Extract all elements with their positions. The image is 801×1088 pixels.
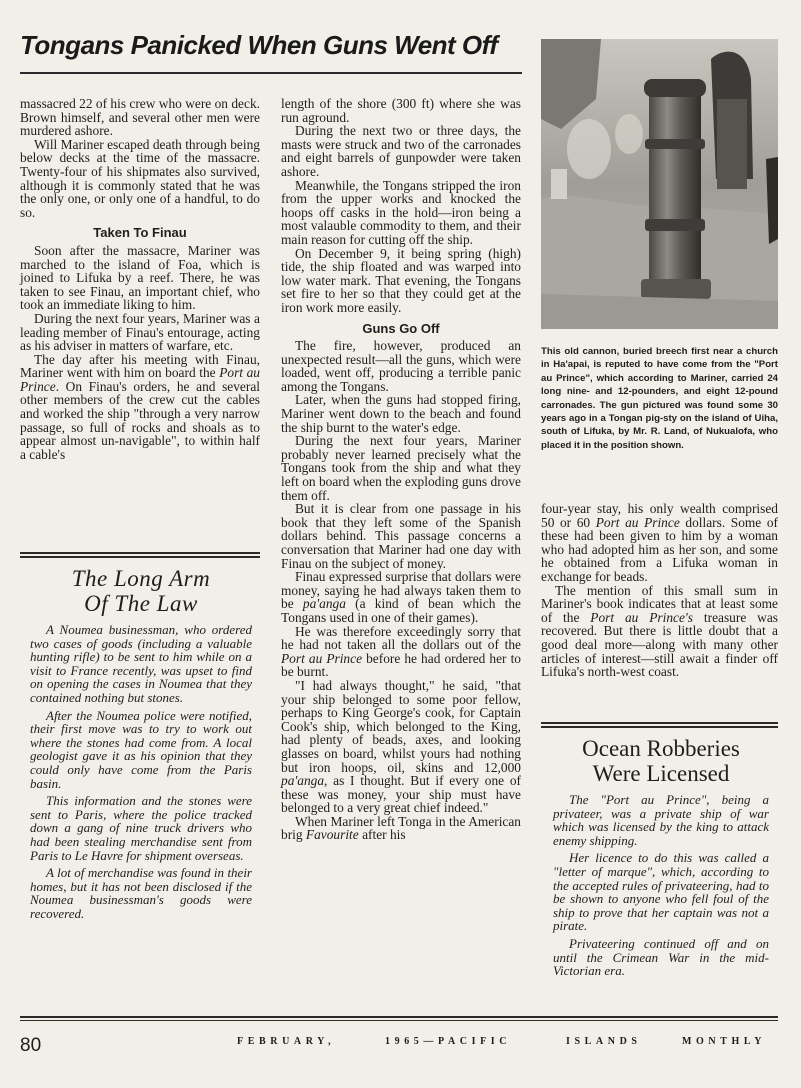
box2-title-line-1: Ocean Robberies — [582, 736, 740, 761]
col2-paragraph-6: Later, when the guns had stopped firing, Mariner went down to the beach and found the ship burnt to the water's edge. — [281, 392, 521, 435]
box2-paragraph-2: Her licence to do this was called a "letter of marque", which, according to the accepted rules of privateering, had to be shown to anyone who fell foul of the ship to prove that her captain was not a pirate. — [553, 850, 769, 934]
box1-body — [30, 623, 252, 920]
col2-paragraph-10: He was therefore exceedingly sorry that he had not taken all the dollars out of the Port au Prince before he had ordered her to be burnt. — [281, 623, 521, 680]
box1-title-line-2: Of The Law — [84, 591, 198, 616]
sidebar-ocean-robberies — [553, 736, 769, 982]
col1-paragraph-4: During the next four years, Mariner was a leading member of Finau's entourage, acting as his adviser in matters of warfare, etc. — [20, 310, 260, 354]
footer-islands: ISLANDS — [566, 1036, 642, 1047]
col2-paragraph-12: When Mariner left Tonga in the American brig Favourite after his — [281, 813, 521, 843]
box2-paragraph-3: Privateering continued off and on until the Crimean War in the mid-Victorian era. — [553, 935, 769, 979]
subhead-taken-to-finau: Taken To Finau — [93, 225, 187, 241]
headline-rule — [20, 72, 522, 74]
box1-paragraph-1: A Noumea businessman, who ordered two cases of goods (including a valuable hunting rifle) to be sent to him while on a visit to France recently, was upset to find on opening the cases in Noumea that they contained nothing but stones. — [30, 622, 252, 705]
subhead-guns-go-off: Guns Go Off — [362, 320, 440, 336]
col2-paragraph-3: Meanwhile, the Tongans stripped the iron from the upper works and knocked the hoops off casks in the hold—iron being a most valauble commodity to them, and their main reason for cutting off the ship. — [281, 177, 521, 247]
col2-paragraph-11: "I had always thought," he said, "that your ship belonged to some poor fellow, perhaps to King George's cook, for Captain Cook's ship, which belonged to the King, had plenty of beads, axes, and looking glasses on board, whilst yours had nothing but iron hoops, oil, skins and 12,000 pa'anga, as I thought. But if every one of these was money, your ship must have belonged to a very great chief indeed." — [281, 677, 521, 816]
footer-rule-2 — [20, 1020, 778, 1021]
footer-year-publication: 1965—PACIFIC — [385, 1036, 512, 1047]
box2-paragraph-1: The "Port au Prince", being a privateer, was a private ship of war which was licensed by the king to attack enemy shipping. — [553, 792, 769, 848]
col3-paragraph-1: four-year stay, his only wealth comprised 50 or 60 Port au Prince dollars. Some of these had been given to him by a woman who had adopted him as her son, and some he obtained from a Lifuka woman in exchange for beads. — [541, 501, 778, 584]
col2-paragraph-4: On December 9, it being spring (high) tide, the ship floated and was warped into low water mark. That evening, the Tongans set fire to her so that they could get at the iron work more easily. — [281, 245, 521, 315]
col1-paragraph-1: massacred 22 of his crew who were on deck. Brown himself, and several other men were murdered ashore. — [20, 96, 260, 139]
cannon-illustration — [541, 39, 778, 329]
page-number: 80 — [20, 1035, 42, 1056]
col2-paragraph-1: length of the shore (300 ft) where she was run aground. — [281, 96, 521, 125]
box2-top-rule — [541, 722, 778, 724]
box1-paragraph-3: This information and the stones were sent to Paris, where the police tracked down a gang of nine truck drivers who had been stealing merchandise sent from Paris to Le Havre for shipment overseas. — [30, 793, 252, 863]
photo-caption: This old cannon, buried breech first near a church in Ha'apai, is reputed to have come from the "Port au Prince", which according to Mariner, carried 24 long nine- and 12-pounders, and eight 12-pound carronades. The gun pictured was found some 30 years ago in a Tongan pig-sty on the island of Uiha, south of Lifuka, by Mr. R. Land, of Nukualofa, who placed it in the position shown. — [541, 346, 778, 451]
footer-month: FEBRUARY, — [237, 1036, 336, 1047]
col2-paragraph-2: During the next two or three days, the masts were struck and two of the carronades and eight barrels of gunpowder were taken ashore. — [281, 123, 521, 179]
cannon-photo — [541, 39, 778, 329]
box1-top-rule — [20, 552, 260, 554]
sidebar-long-arm-of-law — [30, 566, 252, 924]
article-column-1 — [20, 97, 260, 461]
col2-paragraph-8: But it is clear from one passage in his book that they left some of the Spanish dollars behind. This passage concerns a conversation that Mariner had one day with Finau on the subject of money. — [281, 501, 521, 571]
footer-monthly: MONTHLY — [682, 1036, 767, 1047]
article-headline: Tongans Panicked When Guns Went Off — [20, 30, 498, 60]
article-column-3 — [541, 502, 778, 679]
box1-paragraph-4: A lot of merchandise was found in their homes, but it has not been disclosed if the Noumea businessman's goods were recovered. — [30, 865, 252, 921]
col2-paragraph-5: The fire, however, produced an unexpected result—all the guns, which were loaded, went off, producing a terrible panic among the Tongans. — [281, 338, 521, 394]
col1-paragraph-5: The day after his meeting with Finau, Mariner went with him on board the Port au Prince. On Finau's orders, he and several other members of the crew cut the cables and worked the ship "through a very narrow passage, so full of rocks and shoals as to appear almost un-navigable", to within half a cable's — [20, 351, 260, 462]
box2-title-line-2: Were Licensed — [592, 761, 730, 786]
box1-title-line-1: The Long Arm — [71, 566, 211, 591]
box2-body — [553, 793, 769, 978]
box1-paragraph-2: After the Noumea police were notified, their first move was to try to work out where the stones had come from. A local geologist gave it as his opinion that they could only have come from the Paris basin. — [30, 707, 252, 791]
col2-paragraph-9: Finau expressed surprise that dollars were money, saying he had always taken them to be pa'anga (a kind of bean which the Tongans used in one of their games). — [281, 569, 521, 625]
col1-paragraph-3: Soon after the massacre, Mariner was marched to the island of Foa, which is joined to Lifuka by a reef. There, he was taken to see Finau, an important chief, who took an immediate liking to him. — [20, 242, 260, 313]
box2-top-rule-2 — [541, 726, 778, 728]
box1-top-rule-2 — [20, 556, 260, 558]
col1-paragraph-2: Will Mariner escaped death through being below decks at the time of the massacre. Twenty-four of his shipmates also survived, although it is commonly stated that he was the only one, or only one of a handful, to do so. — [20, 136, 260, 220]
col3-paragraph-2: The mention of this small sum in Mariner's book indicates that at least some of the Port au Prince's treasure was recovered. But there is little doubt that a good deal more—along with many other articles of interest—still await a finder off Lifuka's north-west coast. — [541, 582, 778, 680]
article-column-2 — [281, 97, 521, 842]
col2-paragraph-7: During the next four years, Mariner probably never learned precisely what the Tongans took from the ship and what they left on board when the exploding guns drove them off. — [281, 433, 521, 503]
footer-rule — [20, 1016, 778, 1018]
